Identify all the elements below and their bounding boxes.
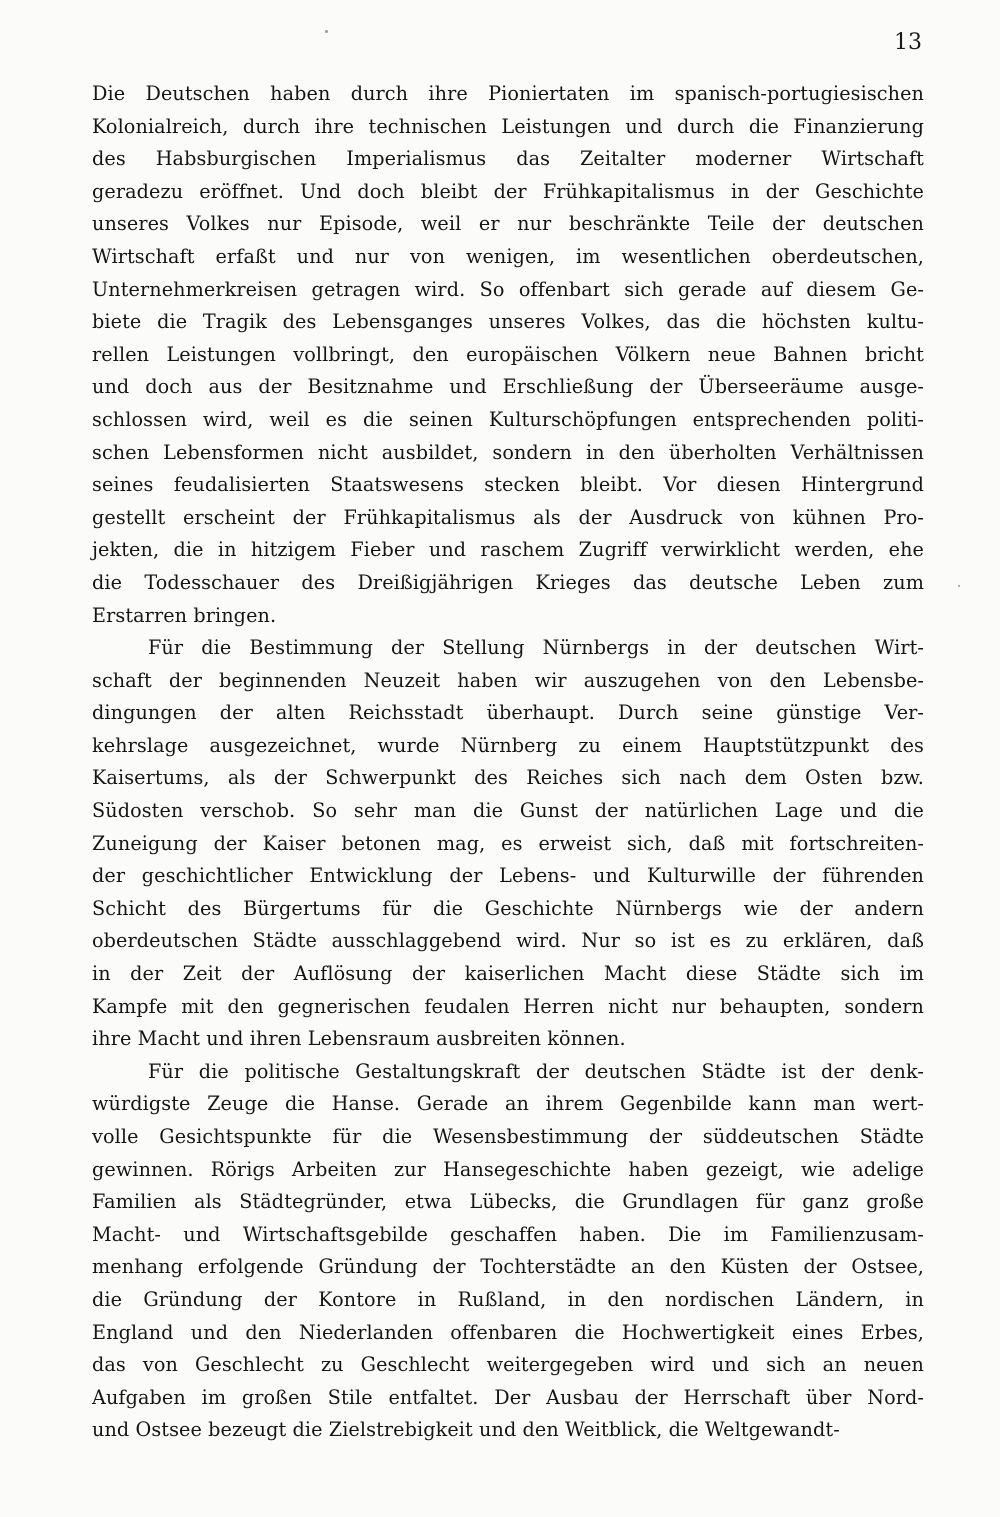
- text-line: Aufgaben im großen Stile entfaltet. Der Ausbau der Herrschaft über Nord-: [92, 1385, 924, 1409]
- text-line: Südosten verschob. So sehr man die Gunst der natürlichen Lage und die: [92, 799, 924, 823]
- text-line: Für die politische Gestaltungskraft der deutschen Städte ist der denk-: [148, 1059, 924, 1083]
- text-line: Zuneigung der Kaiser betonen mag, es erweist sich, daß mit fortschreiten-: [92, 831, 924, 855]
- text-line: rellen Leistungen vollbringt, den europäischen Völkern neue Bahnen bricht: [92, 342, 924, 366]
- scan-speck: [325, 30, 328, 33]
- text-line: schen Lebensformen nicht ausbildet, sondern in den überholten Verhältnissen: [92, 440, 924, 464]
- text-line: Unternehmerkreisen getragen wird. So offenbart sich gerade auf diesem Ge-: [92, 277, 924, 301]
- text-line: seines feudalisierten Staatswesens stecken bleibt. Vor diesen Hintergrund: [92, 473, 924, 497]
- text-line: der geschichtlicher Entwicklung der Lebens- und Kulturwille der führenden: [92, 864, 924, 888]
- text-line: das von Geschlecht zu Geschlecht weitergegeben wird und sich an neuen: [92, 1353, 924, 1377]
- text-line: Kampfe mit den gegnerischen feudalen Herren nicht nur behaupten, sondern: [92, 994, 924, 1018]
- text-line: volle Gesichtspunkte für die Wesensbestimmung der süddeutschen Städte: [92, 1125, 924, 1148]
- paragraph: [92, 632, 924, 1056]
- text-line: oberdeutschen Städte ausschlaggebend wird. Nur so ist es zu erklären, daß: [92, 929, 924, 953]
- text-line: und Ostsee bezeugt die Zielstrebigkeit und den Weitblick, die Weltgewandt-: [92, 1418, 840, 1442]
- paragraph: [92, 78, 924, 632]
- text-line: des Habsburgischen Imperialismus das Zeitalter moderner Wirtschaft: [92, 147, 924, 171]
- text-line: schlossen wird, weil es die seinen Kulturschöpfungen entsprechenden politi-: [92, 407, 924, 431]
- text-line: geradezu eröffnet. Und doch bleibt der Frühkapitalismus in der Geschichte: [92, 179, 924, 203]
- text-line: in der Zeit der Auflösung der kaiserlichen Macht diese Städte sich im: [92, 962, 924, 986]
- text-line: Kolonialreich, durch ihre technischen Leistungen und durch die Finanzierung: [92, 114, 924, 138]
- text-line: Familien als Städtegründer, etwa Lübecks, die Grundlagen für ganz große: [92, 1190, 924, 1214]
- text-line: menhang erfolgende Gründung der Tochterstädte an den Küsten der Ostsee,: [92, 1255, 924, 1279]
- text-line: Macht- und Wirtschaftsgebilde geschaffen haben. Die im Familienzusam-: [92, 1222, 924, 1246]
- text-line: Für die Bestimmung der Stellung Nürnbergs in der deutschen Wirt-: [148, 636, 924, 660]
- text-line: jekten, die in hitzigem Fieber und raschem Zugriff verwirklicht werden, ehe: [92, 538, 924, 562]
- text-line: Kaisertums, als der Schwerpunkt des Reiches sich nach dem Osten bzw.: [92, 766, 924, 790]
- text-line: Erstarren bringen.: [92, 603, 277, 627]
- text-line: kehrslage ausgezeichnet, wurde Nürnberg zu einem Hauptstützpunkt des: [92, 733, 924, 757]
- text-line: ihre Macht und ihren Lebensraum ausbreiten können.: [92, 1027, 626, 1051]
- text-line: dingungen der alten Reichsstadt überhaupt. Durch seine günstige Ver-: [92, 701, 924, 725]
- paragraph: [92, 1056, 924, 1447]
- text-line: und doch aus der Besitznahme und Erschließung der Überseeräume ausge-: [92, 375, 924, 399]
- text-line: würdigste Zeuge die Hanse. Gerade an ihrem Gegenbilde kann man wert-: [92, 1092, 924, 1116]
- text-line: gestellt erscheint der Frühkapitalismus als der Ausdruck von kühnen Pro-: [92, 505, 924, 529]
- text-line: Wirtschaft erfaßt und nur von wenigen, im wesentlichen oberdeutschen,: [92, 244, 924, 268]
- text-line: England und den Niederlanden offenbaren die Hochwertigkeit eines Erbes,: [92, 1320, 924, 1344]
- body-text: [92, 78, 924, 1447]
- text-line: schaft der beginnenden Neuzeit haben wir auszugehen von den Lebensbe-: [92, 668, 924, 692]
- text-line: gewinnen. Rörigs Arbeiten zur Hansegeschichte haben gezeigt, wie adelige: [92, 1157, 924, 1181]
- text-line: die Gründung der Kontore in Rußland, in den nordischen Ländern, in: [92, 1287, 924, 1311]
- scan-speck: [958, 585, 960, 587]
- text-line: unseres Volkes nur Episode, weil er nur beschränkte Teile der deutschen: [92, 212, 924, 236]
- text-line: Schicht des Bürgertums für die Geschichte Nürnbergs wie der andern: [92, 896, 924, 920]
- text-line: die Todesschauer des Dreißigjährigen Krieges das deutsche Leben zum: [92, 570, 924, 594]
- text-line: biete die Tragik des Lebensganges unseres Volkes, das die höchsten kultu-: [92, 310, 924, 334]
- text-line: Die Deutschen haben durch ihre Pioniertaten im spanisch-portugiesischen: [92, 82, 924, 105]
- page-number: 13: [894, 30, 922, 55]
